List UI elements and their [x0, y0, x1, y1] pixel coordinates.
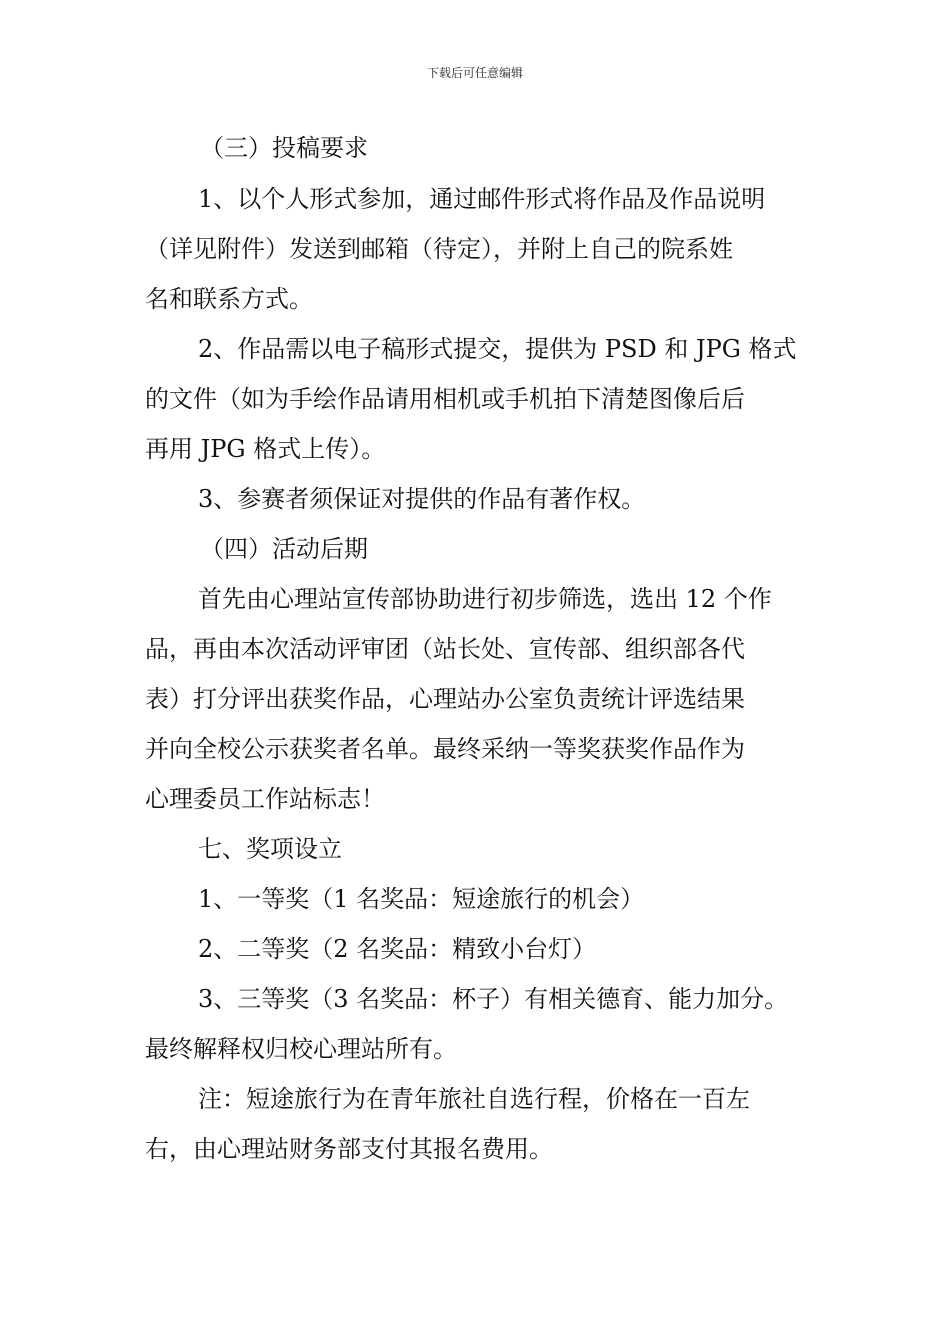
paragraph-line: （详见附件）发送到邮箱（待定），并附上自己的院系姓	[145, 235, 733, 263]
paragraph-line: 表）打分评出获奖作品，心理站办公室负责统计评选结果	[145, 685, 745, 713]
paragraph-line: 2、作品需以电子稿形式提交，提供为 PSD 和 JPG 格式	[198, 335, 797, 363]
page-header-note: 下载后可任意编辑	[426, 66, 523, 80]
paragraph-line: 再用 JPG 格式上传）。	[145, 435, 386, 463]
award-item-second: 2、二等奖（2 名奖品：精致小台灯）	[198, 935, 597, 963]
paragraph-line: 名和联系方式。	[145, 285, 313, 313]
section-heading-awards: 七、奖项设立	[198, 835, 342, 863]
paragraph-line: 心理委员工作站标志！	[145, 785, 385, 813]
note-line: 注：短途旅行为在青年旅社自选行程，价格在一百左	[198, 1085, 750, 1113]
award-item-third: 3、三等奖（3 名奖品：杯子）有相关德育、能力加分。	[198, 985, 789, 1013]
section-heading-later-stage: （四）活动后期	[200, 535, 368, 563]
note-line: 右，由心理站财务部支付其报名费用。	[145, 1135, 553, 1163]
paragraph-line: 的文件（如为手绘作品请用相机或手机拍下清楚图像后后	[145, 385, 745, 413]
award-item-first: 1、一等奖（1 名奖品：短途旅行的机会）	[198, 885, 645, 913]
paragraph-line: 品，再由本次活动评审团（站长处、宣传部、组织部各代	[145, 635, 745, 663]
paragraph-line: 1、以个人形式参加，通过邮件形式将作品及作品说明	[198, 185, 766, 213]
section-heading-submission: （三）投稿要求	[200, 134, 368, 162]
paragraph-line: 3、参赛者须保证对提供的作品有著作权。	[198, 485, 646, 513]
paragraph-line: 并向全校公示获奖者名单。最终采纳一等奖获奖作品作为	[145, 735, 745, 763]
paragraph-line: 最终解释权归校心理站所有。	[145, 1035, 457, 1063]
paragraph-line: 首先由心理站宣传部协助进行初步筛选，选出 12 个作	[198, 585, 772, 613]
